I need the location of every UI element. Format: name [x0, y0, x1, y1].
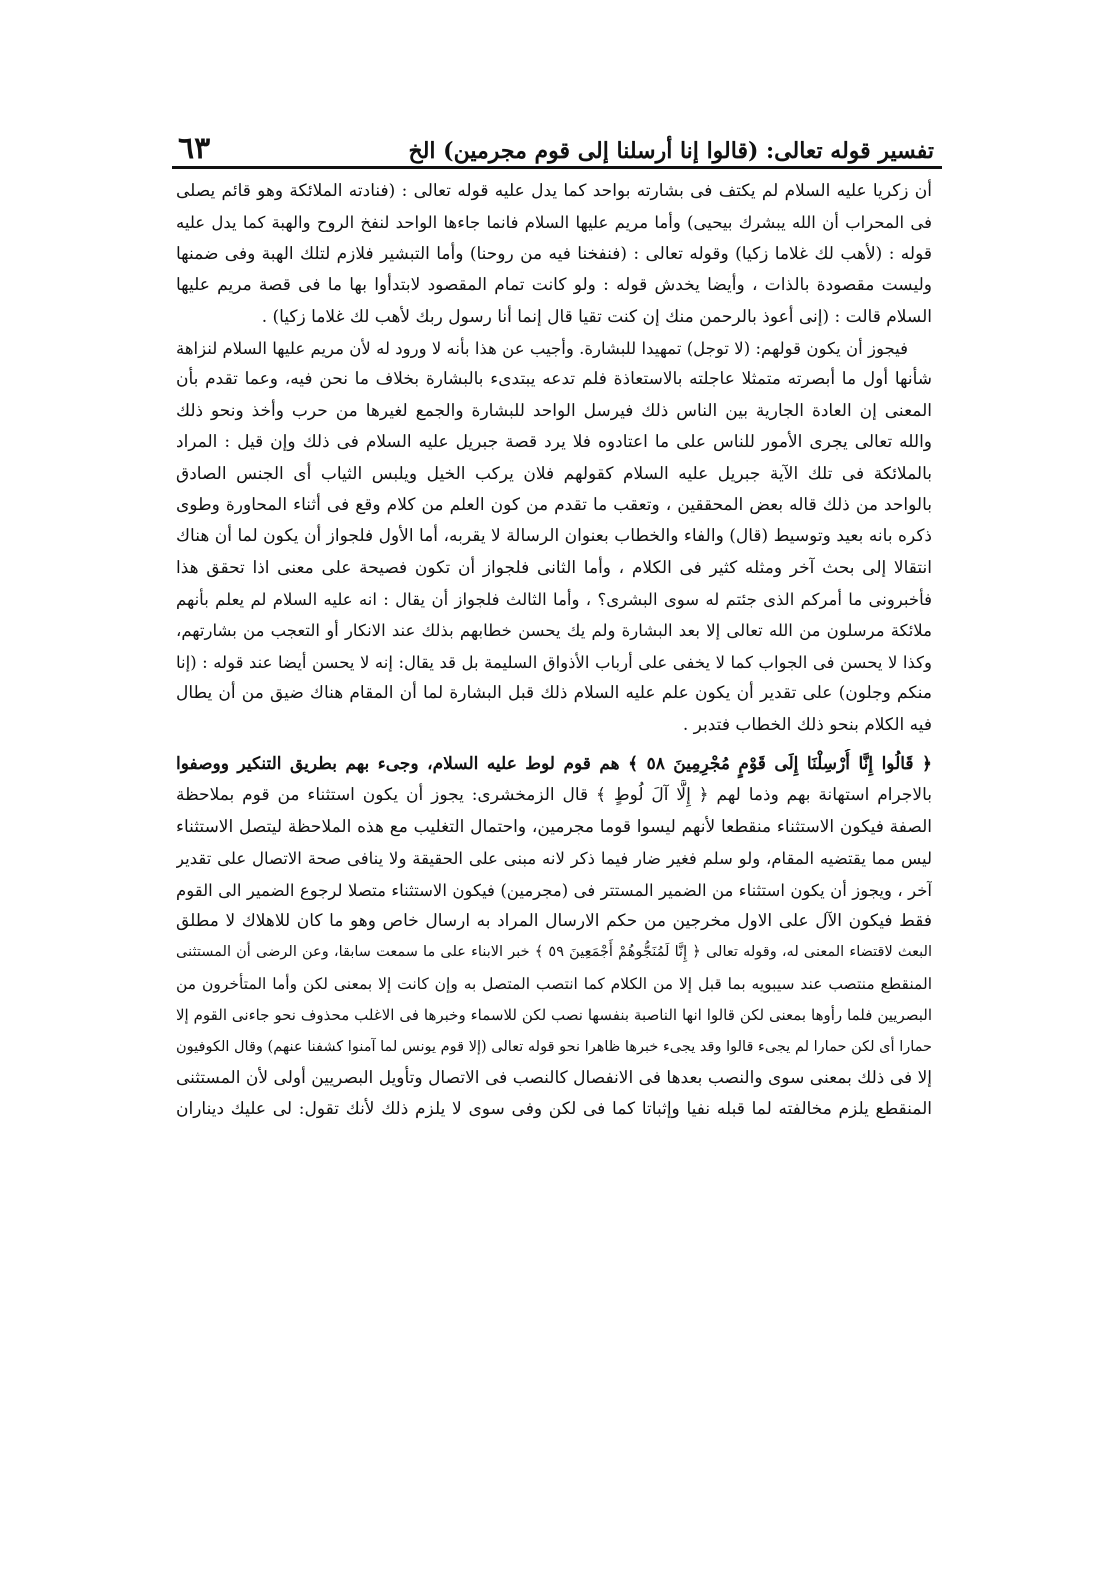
text-line: إلا فى ذلك بمعنى سوى والنصب بعدها فى الانفصال كالنصب فى الاتصال وتأويل البصريين أولى لأن المستثنى — [176, 1067, 932, 1088]
text-line: ذكره بانه بعيد وتوسيط (قال) والفاء والخطاب بعنوان الرسالة لا يقربه، أما الأول فلجواز أن يكون لما أن هناك — [176, 526, 932, 547]
verse-line: ﴿ قَالُوا إِنَّا أُرْسِلْنَا إِلَى قَوْمٍ مُجْرِمِينَ ٥٨ ﴾ هم قوم لوط عليه السلام، وجىء بهم بطريق التنكير ووصفوا — [176, 754, 932, 775]
text-line: فقط فيكون الآل على الاول مخرجين من حكم الارسال المراد به ارسال خاص وهو ما كان للاهلاك لا مطلق — [176, 910, 932, 931]
text-line: انتقالا إلى بحث آخر ومثله كثير فى الكلام ، وأما الثانى فلجواز أن تكون فصيحة على معنى اذا تحقق هذا — [176, 557, 932, 578]
text-line: حمارا أى لكن حمارا لم يجىء قالوا وقد يجىء خبرها ظاهرا نحو قوله تعالى (إلا قوم يونس لما آمنوا كشفنا عنهم) وقال الكوفيون — [176, 1038, 932, 1055]
verse-line: البعث لاقتضاء المعنى له، وقوله تعالى ﴿ إِنَّا لَمُنَجُّوهُمْ أَجْمَعِينَ ٥٩ ﴾ خبر الابناء على ما سمعت سابقا، وعن الرضى أن المستثنى — [176, 944, 932, 961]
text-line: بالواحد من ذلك قاله بعض المحققين ، وتعقب ما تقدم من كون العلم من كلام وقع فى أثناء المحاورة وطوى — [176, 494, 932, 515]
paragraph-1 — [176, 176, 932, 333]
header-rule — [172, 166, 942, 169]
paragraph-gap — [176, 741, 932, 749]
text-line: آخر ، ويجوز أن يكون استثناء من الضمير المستتر فى (مجرمين) فيكون الاستثناء متصلا لرجوع الضمير الى القوم — [176, 880, 932, 900]
text-line: شأنها أول ما أبصرته متمثلا عاجلته بالاستعاذة فلم تدعه يبتدىء بالبشارة بخلاف ما نحن فيه، وعما تقدم بأن — [176, 369, 932, 390]
text-line: المنقطع يلزم مخالفته لما قبله نفيا وإثباتا كما فى لكن وفى سوى لا يلزم ذلك لأنك تقول: لى عليك ديناران — [176, 1099, 932, 1120]
text-line: ليس مما يقتضيه المقام، ولو سلم فغير ضار فيما ذكر لانه مبنى على الحقيقة ولا ينافى صحة الاتصال على تقدير — [176, 849, 932, 869]
text-line: المعنى إن العادة الجارية بين الناس ذلك فيرسل الواحد للبشارة والجمع لغيرها من حرب وأخذ ونحو ذلك — [176, 400, 932, 421]
text-line: فى المحراب أن الله يبشرك بيحيى) وأما مريم عليها السلام فانما جاءها الواحد لنفخ الروح والهبة كما يدل عليه — [176, 213, 932, 233]
text-line: قوله : (لأهب لك غلاما زكيا) وقوله تعالى : (فنفخنا فيه من روحنا) وأما التبشير فلازم لتلك الهبة وفى ضمنها — [176, 243, 932, 264]
paragraph-2 — [176, 333, 932, 741]
text-line: وليست مقصودة بالذات ، وأيضا يخدش قوله : ولو كانت تمام المقصود لابتدأوا بها ما فى قصة مريم عليها — [176, 275, 932, 296]
body-text — [176, 176, 932, 1516]
text-line: البصريين فلما رأوها بمعنى لكن قالوا انها الناصبة بنفسها نصب لكن للاسماء وخبرها فى الاغلب محذوف نحو جاءنى القوم إلا — [176, 1006, 932, 1025]
text-line: والله تعالى يجرى الأمور للناس على ما اعتادوه فلا يرد قصة جبريل عليه السلام فى ذلك وإن قيل : المراد — [176, 432, 932, 453]
text-line: المنقطع منتصب عند سيبويه بما قبل إلا من الكلام كما انتصب المتصل به وإن كانت إلا بمعنى لكن وأما المتأخرون من — [176, 974, 932, 993]
text-line: أن زكريا عليه السلام لم يكتف فى بشارته بواحد كما يدل عليه قوله تعالى : (فنادته الملائكة وهو قائم يصلى — [176, 181, 932, 201]
text-line: الصفة فيكون الاستثناء منقطعا لأنهم ليسوا قوما مجرمين، واحتمال التغليب مع هذه الملاحظة ليتصل الاستثناء — [176, 816, 932, 837]
paragraph-3 — [176, 749, 932, 1126]
header-title: تفسير قوله تعالى: (قالوا إنا أرسلنا إلى قوم مجرمين) الخ — [408, 138, 934, 164]
page-header — [172, 120, 934, 164]
text-line: وكذا لا يحسن فى الجواب كما لا يخفى على أرباب الأذواق السليمة بل قد يقال: إنه لا يحسن أيضا عند قوله : (إنا — [176, 652, 932, 672]
text-line: فأخبرونى ما أمركم الذى جئتم له سوى البشرى؟ ، وأما الثالث فلجواز أن يقال : انه عليه السلام لم يعلم بأنهم — [176, 590, 932, 610]
page-number: ٦٣ — [178, 131, 211, 166]
text-line: ملائكة مرسلون من الله تعالى إلا بعد البشارة ولم يك يحسن خطابهم بذلك عند الانكار أو التعجب من بشارتهم، — [176, 621, 932, 641]
text-line: فيجوز أن يكون قولهم: (لا توجل) تمهيدا للبشارة. وأجيب عن هذا بأنه لا ورود له لأن مريم عليها السلام لنزاهة — [176, 338, 908, 358]
text-line: بالاجرام استهانة بهم وذما لهم ﴿ إِلَّا آلَ لُوطٍ ﴾ قال الزمخشرى: يجوز أن يكون استثناء من قوم بملاحظة — [176, 785, 932, 806]
text-line: السلام قالت : (إنى أعوذ بالرحمن منك إن كنت تقيا قال إنما أنا رسول ربك لأهب لك غلاما زكيا) . — [261, 306, 932, 327]
text-line: منكم وجلون) على تقدير أن يكون علم عليه السلام ذلك قبل البشارة لما أن المقام هناك ضيق من أن يطال — [176, 683, 932, 704]
text-line: بالملائكة فى تلك الآية جبريل عليه السلام كقولهم فلان يركب الخيل ويلبس الثياب أى الجنس الصادق — [176, 463, 932, 484]
text-line: فيه الكلام بنحو ذلك الخطاب فتدبر . — [682, 714, 932, 735]
